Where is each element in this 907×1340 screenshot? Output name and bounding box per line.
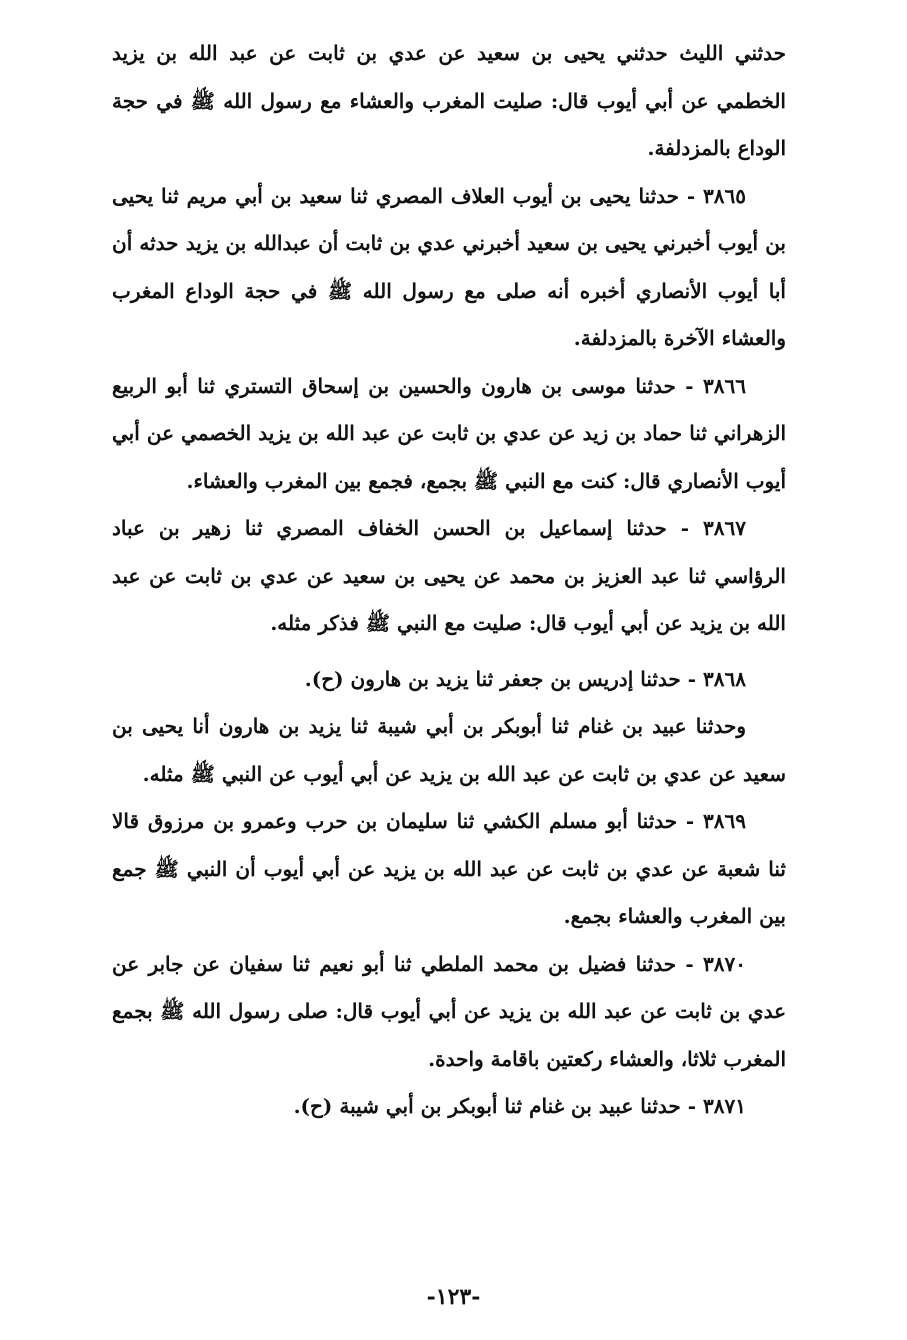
hadith-3867: ٣٨٦٧ - حدثنا إسماعيل بن الحسن الخفاف المصري ثنا زهير بن عباد الرؤاسي ثنا عبد العزيز بن محمد عن يحيى بن سعيد عن عدي بن ثابت عن عبد الله بن يزيد عن أبي أيوب قال: صليت مع النبي ﷺ فذكر مثله. (112, 516, 786, 635)
hadith-text-block (112, 30, 786, 1131)
hadith-3870: ٣٨٧٠ - حدثنا فضيل بن محمد الملطي ثنا أبو نعيم ثنا سفيان عن جابر عن عدي بن ثابت عن عبد الله بن يزيد عن أبي أيوب قال: صلى رسول الله ﷺ بجمع المغرب ثلاثا، والعشاء ركعتين باقامة واحدة. (112, 951, 786, 1071)
page-number: -١٢٣- (426, 1284, 481, 1310)
hadith-3868-second-chain: وحدثنا عبيد بن غنام ثنا أبوبكر بن أبي شيبة ثنا يزيد بن هارون أنا يحيى بن سعيد عن عدي بن ثابت عن عبد الله بن يزيد عن أبي أيوب عن النبي ﷺ مثله. (112, 714, 786, 786)
hadith-3866: ٣٨٦٦ - حدثنا موسى بن هارون والحسين بن إسحاق التستري ثنا أبو الربيع الزهراني ثنا حماد بن زيد عن عدي بن ثابت عن عبد الله بن يزيد الخصمي عن أبي أيوب الأنصاري قال: كنت مع النبي ﷺ بجمع، فجمع بين المغرب والعشاء. (112, 373, 786, 493)
hadith-3869: ٣٨٦٩ - حدثنا أبو مسلم الكشي ثنا سليمان بن حرب وعمرو بن مرزوق قالا ثنا شعبة عن عدي بن ثابت عن عبد الله بن يزيد عن أبي أيوب أن النبي ﷺ جمع بين المغرب والعشاء بجمع. (112, 809, 786, 928)
paragraph-continuation: حدثني الليث حدثني يحيى بن سعيد عن عدي بن ثابت عن عبد الله بن يزيد الخطمي عن أبي أيوب قال: صليت المغرب والعشاء مع رسول الله ﷺ في حجة الوداع بالمزدلفة. (112, 41, 786, 160)
hadith-3865: ٣٨٦٥ - حدثنا يحيى بن أيوب العلاف المصري ثنا سعيد بن أبي مريم ثنا يحيى بن أيوب أخبرني يحيى بن سعيد أخبرني عدي بن ثابت أن عبدالله بن يزيد حدثه أن أبا أيوب الأنصاري أخبره أنه صلى مع رسول الله ﷺ في حجة الوداع المغرب والعشاء الآخرة بالمزدلفة. (112, 183, 786, 350)
hadith-3871: ٣٨٧١ - حدثنا عبيد بن غنام ثنا أبوبكر بن أبي شيبة (ح). (293, 1094, 746, 1118)
hadith-3868: ٣٨٦٨ - حدثنا إدريس بن جعفر ثنا يزيد بن هارون (ح). (304, 666, 746, 691)
